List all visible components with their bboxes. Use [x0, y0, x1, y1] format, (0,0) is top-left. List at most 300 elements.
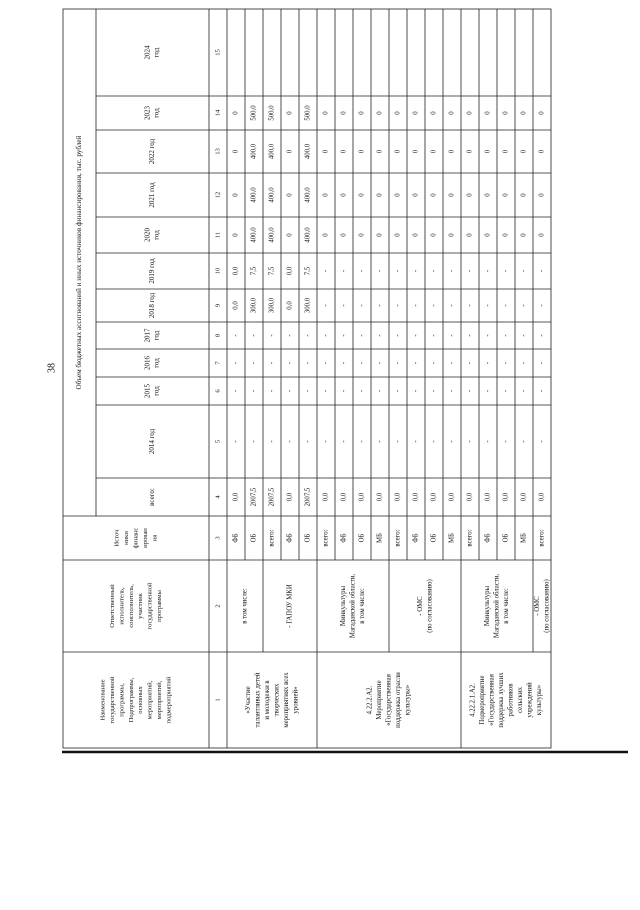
header-year-8: 2022 год [148, 138, 157, 165]
header-program-column: мероприятий, [146, 680, 154, 720]
row-value: 0 [394, 233, 402, 237]
row-value: 2007,5 [268, 487, 276, 507]
row-value: - [484, 389, 492, 393]
row-value: 0 [448, 149, 456, 154]
row-value: 0 [520, 193, 528, 197]
row-value: 400,0 [304, 143, 312, 160]
row-value: 0 [430, 149, 438, 154]
row-value: 0,0 [502, 492, 510, 502]
row-value: 0 [430, 193, 438, 197]
column-number-11: 11 [214, 231, 222, 239]
row-value: 0 [520, 233, 528, 237]
row-value: 0 [376, 111, 384, 115]
row-value: 0,0 [394, 492, 402, 502]
row-value: - [232, 389, 240, 393]
row-source: всего: [394, 529, 402, 547]
row-value: - [502, 440, 510, 443]
column-number-3: 3 [214, 536, 222, 540]
row-value: 0 [502, 233, 510, 237]
program-cell: мероприятиях всех [282, 672, 290, 728]
row-value: 7,5 [268, 266, 276, 276]
row-value: - [322, 269, 330, 273]
row-value: - [448, 389, 456, 393]
row-source: ФБ [484, 533, 492, 543]
row-source: всего: [466, 529, 474, 547]
row-value: 0 [520, 111, 528, 115]
row-value: - [448, 304, 456, 307]
row-value: - [322, 334, 330, 337]
header-source-column: ирован [141, 528, 149, 548]
row-value: - [286, 361, 294, 365]
row-value: 0 [376, 149, 384, 154]
row-value: - [268, 389, 276, 393]
row-value: - [304, 440, 312, 443]
column-number-4: 4 [214, 495, 222, 499]
row-value: - [484, 269, 492, 273]
row-value: 0 [520, 149, 528, 154]
row-value: - [394, 389, 402, 393]
row-value: 500,0 [250, 105, 258, 121]
row-value: - [268, 361, 276, 365]
row-value: 0 [376, 193, 384, 197]
header-source-column: ники [123, 531, 131, 545]
row-value: - [412, 389, 420, 393]
page-number: 38 [46, 363, 58, 373]
row-value: 0,0 [412, 492, 420, 502]
row-value: - [340, 389, 348, 393]
row-value: 0 [538, 111, 546, 115]
row-value: - [448, 440, 456, 443]
row-value: - [304, 389, 312, 393]
executor-cell: в том числе: [241, 588, 249, 624]
row-value: - [376, 269, 384, 273]
column-number-2: 2 [214, 604, 222, 608]
row-value: 0 [466, 111, 474, 115]
row-value: 0,0 [376, 492, 384, 502]
row-value: - [484, 361, 492, 365]
header-program-column: программы, [118, 683, 126, 717]
header-program-column: основных [137, 686, 145, 714]
row-value: - [466, 389, 474, 393]
row-value: 0 [412, 111, 420, 115]
header-executor-column: соисполнитель, [127, 584, 135, 628]
executor-cell: в том числе: [359, 588, 367, 624]
row-source: МБ [376, 533, 384, 543]
row-value: - [502, 361, 510, 365]
row-value: 0 [286, 233, 294, 237]
row-value: 0,0 [232, 266, 240, 276]
row-value: - [520, 269, 528, 273]
row-value: 0 [286, 193, 294, 197]
program-cell: 4.22.2.А2. [366, 685, 374, 715]
row-value: 0,0 [466, 492, 474, 502]
row-value: 0 [538, 233, 546, 237]
header-year-7: 2021 год [148, 182, 157, 208]
row-value: - [250, 389, 258, 393]
row-value: 0,0 [286, 301, 294, 310]
row-value: 0 [466, 193, 474, 197]
row-value: - [358, 389, 366, 393]
program-cell: учреждений [526, 682, 534, 718]
row-value: - [394, 440, 402, 443]
header-year-2: год [152, 358, 161, 368]
row-value: - [430, 334, 438, 337]
header-source-column: ия [151, 534, 159, 542]
row-value: - [502, 334, 510, 337]
column-number-9: 9 [214, 303, 222, 308]
program-cell: талантливых детей [254, 672, 262, 728]
row-value: - [340, 334, 348, 337]
row-value: 0 [340, 111, 348, 115]
row-value: 7,5 [250, 266, 258, 276]
row-value: - [430, 304, 438, 307]
row-value: - [394, 304, 402, 307]
program-cell: сельских [516, 687, 524, 713]
row-value: 0 [466, 149, 474, 154]
row-value: - [484, 440, 492, 443]
header-volume-title: Объем бюджетных ассигнований и иных источников финансирования, тыс. рублей [75, 135, 84, 390]
row-value: 0 [394, 149, 402, 154]
row-value: - [394, 361, 402, 365]
row-value: 400,0 [250, 227, 258, 243]
row-value: 0,0 [232, 492, 240, 502]
row-value: 0,0 [358, 492, 366, 502]
row-value: 0 [448, 193, 456, 197]
header-year-1: 2015 [143, 384, 152, 398]
row-source: ОБ [250, 533, 258, 543]
row-value: - [520, 361, 528, 365]
row-value: 0 [502, 111, 510, 115]
program-cell: поддержка отрасли [395, 672, 403, 728]
row-value: - [466, 334, 474, 337]
row-value: 0 [448, 233, 456, 237]
executor-cell: Магаданской области, [349, 573, 357, 639]
program-cell: работников [507, 683, 515, 717]
row-value: 400,0 [268, 143, 276, 160]
header-executor-column: Ответственный [109, 584, 117, 628]
program-cell: культуры» [535, 684, 543, 716]
header-program-column: государственной [109, 676, 117, 724]
row-value: 0 [340, 149, 348, 154]
row-value: 0 [286, 149, 294, 154]
row-value: - [376, 440, 384, 443]
header-executor-column: программы [156, 590, 164, 622]
row-value: 0 [394, 111, 402, 115]
row-value: 0 [538, 193, 546, 197]
row-value: 0 [322, 233, 330, 237]
row-value: - [484, 304, 492, 307]
row-value: - [358, 334, 366, 337]
row-value: - [412, 440, 420, 443]
program-cell: «Участие [244, 686, 252, 714]
row-value: 0 [466, 233, 474, 237]
header-total-column: всего: [148, 488, 157, 506]
row-value: 300,0 [250, 297, 258, 314]
row-value: 0,0 [232, 301, 240, 310]
row-value: - [412, 334, 420, 337]
header-program-column: подмероприятий [165, 676, 173, 724]
row-value: 0 [448, 111, 456, 115]
column-number-6: 6 [214, 389, 222, 393]
row-value: 0 [358, 111, 366, 115]
row-value: - [376, 361, 384, 365]
row-source: МБ [448, 533, 456, 543]
row-value: - [358, 361, 366, 365]
row-value: - [340, 269, 348, 273]
row-value: 400,0 [304, 187, 312, 203]
program-cell: «Государственная [385, 674, 393, 726]
row-value: 0,0 [538, 492, 546, 502]
row-value: - [268, 440, 276, 443]
row-value: 0 [484, 149, 492, 154]
program-cell: уровней» [292, 686, 300, 714]
column-number-1: 1 [214, 698, 222, 702]
row-value: - [448, 361, 456, 365]
row-value: - [538, 440, 546, 443]
row-value: 0 [412, 193, 420, 197]
header-program-column: Подпрограммы, [127, 677, 135, 723]
header-year-6: год [152, 230, 161, 240]
row-value: - [520, 304, 528, 307]
row-value: - [250, 440, 258, 443]
row-value: - [304, 361, 312, 365]
row-value: - [322, 389, 330, 393]
row-source: ФБ [232, 533, 240, 543]
row-value: 0,0 [484, 492, 492, 502]
row-value: - [376, 334, 384, 337]
row-value: - [502, 269, 510, 273]
row-value: - [484, 334, 492, 337]
row-source: МБ [520, 533, 528, 543]
row-value: 0 [358, 193, 366, 197]
row-value: - [538, 334, 546, 337]
row-value: - [304, 334, 312, 337]
row-value: 500,0 [268, 105, 276, 121]
row-value: - [232, 334, 240, 337]
program-cell: «Государственная [488, 674, 496, 726]
row-value: 2007,5 [250, 487, 258, 507]
row-value: - [466, 304, 474, 307]
program-cell: культуры» [404, 684, 412, 716]
row-value: - [286, 334, 294, 337]
program-cell: Мероприятие [376, 680, 384, 720]
row-value: 400,0 [304, 227, 312, 243]
row-value: 0 [484, 233, 492, 237]
row-value: 0 [232, 193, 240, 197]
row-value: 0 [322, 111, 330, 115]
row-value: 500,0 [304, 105, 312, 121]
row-value: 0 [502, 193, 510, 197]
row-value: - [520, 440, 528, 443]
row-value: - [520, 389, 528, 393]
row-value: - [430, 440, 438, 443]
column-number-15: 15 [214, 49, 222, 56]
row-value: 0,0 [520, 492, 528, 502]
row-value: - [232, 361, 240, 365]
row-value: 400,0 [268, 227, 276, 243]
header-source-column: финанс [132, 527, 140, 549]
header-executor-column: государственной [146, 582, 154, 630]
column-number-7: 7 [214, 361, 222, 365]
row-source: ФБ [286, 533, 294, 543]
row-value: 0 [232, 233, 240, 237]
row-source: всего: [268, 529, 276, 547]
row-value: 0 [340, 193, 348, 197]
row-value: 0 [322, 149, 330, 154]
row-value: 0 [484, 111, 492, 115]
header-year-0: 2014 год [148, 428, 157, 455]
executor-cell: - ГАПОУ МКИ [286, 584, 294, 628]
row-value: - [250, 361, 258, 365]
row-value: 0,0 [448, 492, 456, 502]
row-value: - [466, 361, 474, 365]
row-source: ОБ [304, 533, 312, 543]
row-value: - [376, 304, 384, 307]
executor-cell: (по согласованию) [426, 579, 434, 633]
header-year-5: 2019 год [148, 258, 157, 284]
row-value: - [412, 269, 420, 273]
row-value: 0 [484, 193, 492, 197]
row-value: - [286, 440, 294, 443]
row-value: 0 [358, 149, 366, 154]
row-source: ОБ [502, 533, 510, 543]
row-value: 0 [340, 233, 348, 237]
header-year-3: 2017 [143, 328, 152, 343]
row-value: - [430, 361, 438, 365]
row-source: ОБ [430, 533, 438, 543]
row-value: 0 [394, 193, 402, 197]
header-year-4: 2018 год [148, 292, 157, 319]
row-value: 400,0 [268, 187, 276, 203]
row-value: 2007,5 [304, 487, 312, 507]
row-value: - [502, 389, 510, 393]
row-value: - [286, 389, 294, 393]
header-year-9: 2023 [143, 106, 152, 120]
row-value: 400,0 [250, 143, 258, 160]
row-value: - [358, 304, 366, 307]
row-value: 400,0 [250, 187, 258, 203]
row-value: - [502, 304, 510, 307]
row-value: - [358, 269, 366, 273]
header-year-10: год [152, 47, 161, 58]
row-value: - [250, 334, 258, 337]
header-executor-column: исполнитель, [118, 587, 126, 625]
row-value: - [322, 304, 330, 307]
row-source: всего: [538, 529, 546, 547]
row-value: 0 [412, 149, 420, 154]
row-value: - [322, 361, 330, 365]
program-cell: и молодежи в [263, 680, 271, 720]
column-number-5: 5 [214, 439, 222, 444]
row-value: 0,0 [286, 492, 294, 502]
executor-cell: Минкультуры [484, 585, 492, 627]
row-value: 0 [502, 149, 510, 154]
row-value: 0,0 [430, 492, 438, 502]
executor-cell: - ОМС [533, 596, 541, 616]
row-value: - [520, 334, 528, 337]
row-value: 0 [538, 149, 546, 154]
header-year-3: год [152, 330, 161, 341]
row-source: ОБ [358, 533, 366, 543]
executor-cell: Магаданской области, [493, 573, 501, 639]
header-year-9: год [152, 108, 161, 118]
column-number-8: 8 [214, 333, 222, 338]
row-value: - [412, 304, 420, 307]
row-value: - [394, 334, 402, 337]
row-value: - [340, 440, 348, 443]
row-value: 300,0 [304, 297, 312, 314]
header-program-column: мероприятий, [156, 680, 164, 720]
column-number-14: 14 [214, 109, 222, 117]
row-value: 0 [412, 233, 420, 237]
row-value: - [268, 334, 276, 337]
row-source: всего: [322, 529, 330, 547]
header-year-1: год [152, 386, 161, 396]
row-value: 0,0 [286, 266, 294, 276]
header-year-6: 2020 [143, 228, 152, 242]
row-value: - [340, 304, 348, 307]
row-value: 0 [232, 149, 240, 154]
row-value: 0,0 [340, 492, 348, 502]
program-cell: творческих [273, 683, 281, 717]
row-value: - [538, 304, 546, 307]
row-value: - [466, 440, 474, 443]
row-value: 0 [430, 111, 438, 115]
row-value: - [448, 334, 456, 337]
row-value: 7,5 [304, 266, 312, 276]
row-value: - [538, 269, 546, 273]
row-value: - [448, 269, 456, 273]
program-cell: Подмероприятие [478, 675, 486, 725]
row-value: - [430, 269, 438, 273]
column-number-12: 12 [214, 191, 222, 199]
header-year-2: 2016 [143, 356, 152, 370]
row-value: - [358, 440, 366, 443]
row-value: 0,0 [322, 492, 330, 502]
program-cell: 4.22.2.1.А2. [469, 683, 477, 717]
header-program-column: Наименование [99, 679, 107, 721]
row-source: ФБ [340, 533, 348, 543]
row-value: - [376, 389, 384, 393]
row-value: - [340, 361, 348, 365]
row-value: - [232, 440, 240, 443]
row-value: - [394, 269, 402, 273]
executor-cell: Минкультуры [340, 585, 348, 627]
row-value: - [466, 269, 474, 273]
header-executor-column: участник [137, 593, 145, 619]
row-value: 0 [286, 111, 294, 115]
row-value: 0 [376, 233, 384, 237]
column-number-10: 10 [214, 267, 222, 275]
row-value: - [538, 361, 546, 365]
column-number-13: 13 [214, 148, 222, 155]
row-value: 0 [232, 111, 240, 115]
row-value: - [538, 389, 546, 393]
executor-cell: в том числе: [503, 588, 511, 624]
row-value: - [412, 361, 420, 365]
row-source: ФБ [412, 533, 420, 543]
row-value: 0 [322, 193, 330, 197]
header-source-column: Источ [113, 529, 121, 547]
row-value: - [322, 440, 330, 443]
executor-cell: - ОМС [416, 596, 424, 616]
row-value: 0 [358, 233, 366, 237]
executor-cell: (по согласованию) [543, 579, 551, 633]
row-value: - [430, 389, 438, 393]
program-cell: поддержка лучших [497, 672, 505, 728]
header-year-10: 2024 [143, 45, 152, 60]
row-value: 300,0 [268, 297, 276, 314]
